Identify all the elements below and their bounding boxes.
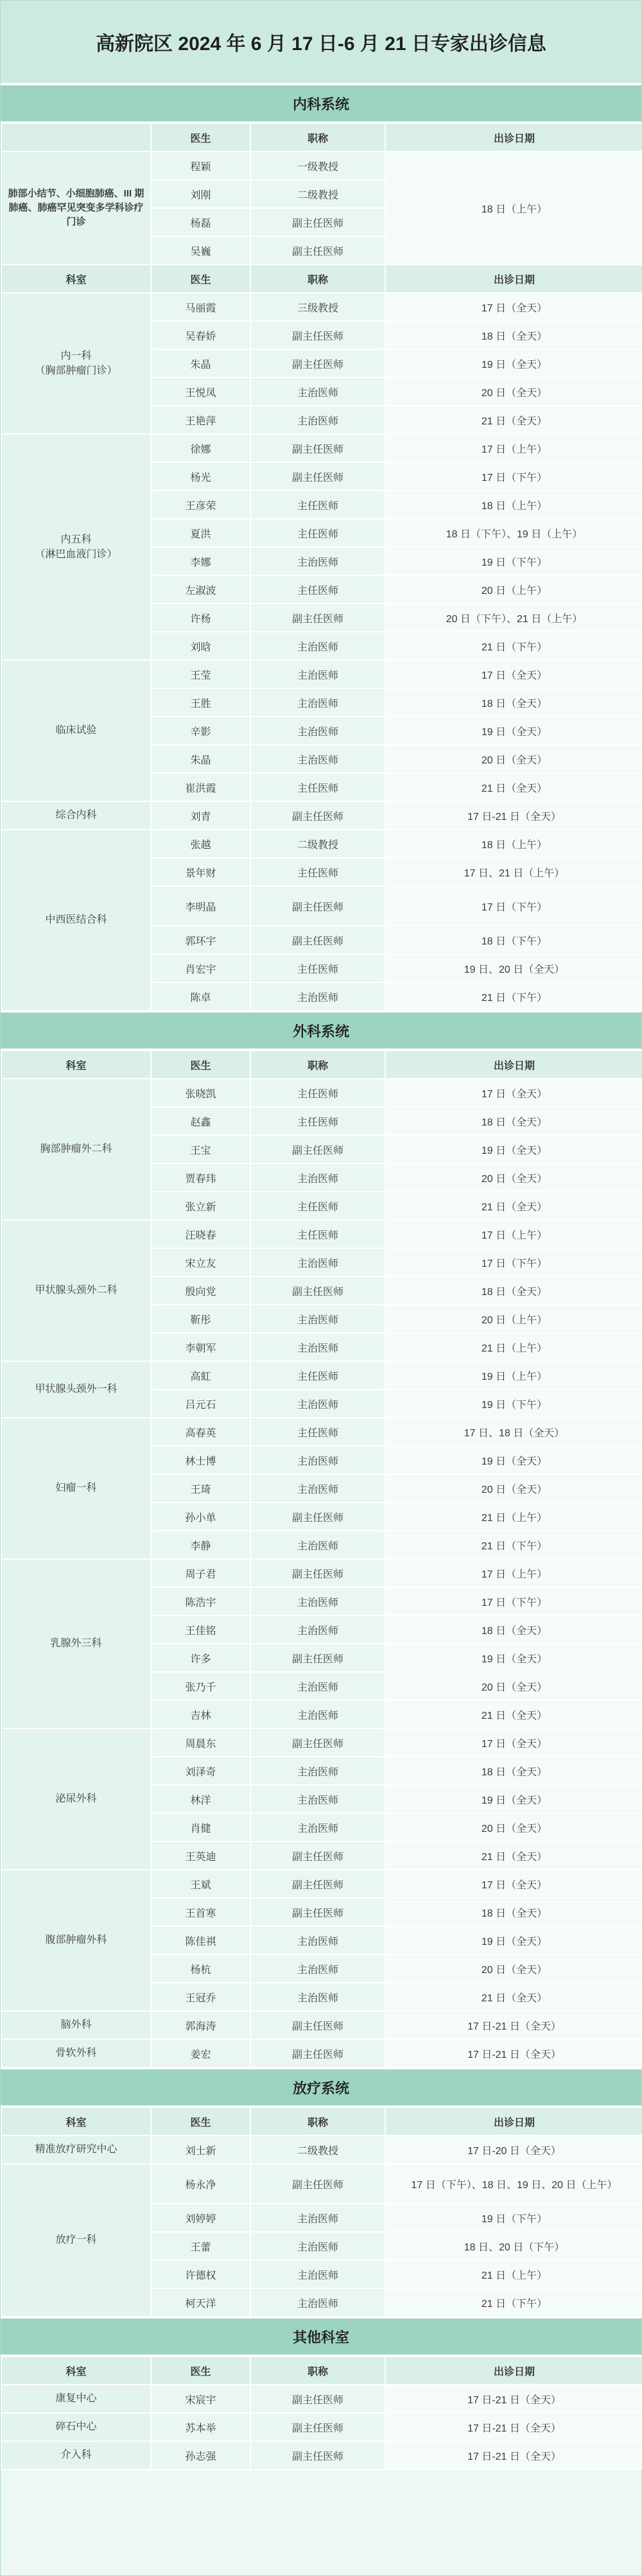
doctor-name: 朱晶	[151, 349, 250, 378]
table-row	[1, 830, 642, 858]
doctor-title: 三级教授	[250, 293, 385, 321]
doctor-name: 王英迪	[151, 1841, 250, 1870]
department-cell: 甲状腺头颈外二科	[1, 1220, 151, 1361]
doctor-name: 孙志强	[151, 2441, 250, 2469]
clinic-date: 18 日（上午）	[385, 491, 642, 519]
clinic-date: 17 日（上午）	[385, 1220, 642, 1248]
department-cell: 脑外科	[1, 2011, 151, 2039]
doctor-name: 杨永净	[151, 2164, 250, 2204]
header-title: 职称	[250, 2107, 385, 2136]
doctor-name: 柯天洋	[151, 2288, 250, 2317]
clinic-date: 17 日（下午）	[385, 1587, 642, 1615]
header-dept: 科室	[1, 2356, 151, 2385]
doctor-title: 主治医师	[250, 688, 385, 717]
department-cell: 妇瘤一科	[1, 1418, 151, 1559]
clinic-date: 21 日（全天）	[385, 406, 642, 434]
doctor-title: 主治医师	[250, 2260, 385, 2288]
doctor-title: 主治医师	[250, 547, 385, 575]
header-dept	[1, 123, 151, 152]
clinic-date: 21 日（下午）	[385, 2288, 642, 2317]
doctor-name: 王宝	[151, 1135, 250, 1163]
clinic-date: 18 日（下午）、19 日（上午）	[385, 519, 642, 547]
schedule-table	[1, 123, 642, 1011]
doctor-name: 吴巍	[151, 236, 250, 265]
doctor-title: 主任医师	[250, 1361, 385, 1389]
clinic-date: 21 日（全天）	[385, 1841, 642, 1870]
doctor-title: 主治医师	[250, 1333, 385, 1361]
section-header: 内科系统	[1, 84, 641, 123]
doctor-title: 副主任医师	[250, 208, 385, 236]
doctor-name: 陈卓	[151, 982, 250, 1011]
doctor-name: 王彦荣	[151, 491, 250, 519]
clinic-date: 21 日（全天）	[385, 1983, 642, 2011]
doctor-name: 李静	[151, 1531, 250, 1559]
doctor-name: 吴春娇	[151, 321, 250, 349]
doctor-title: 主任医师	[250, 1418, 385, 1446]
clinic-date: 17 日-21 日（全天）	[385, 801, 642, 830]
doctor-title: 副主任医师	[250, 2413, 385, 2441]
doctor-name: 郭环宇	[151, 926, 250, 954]
department-cell: 乳腺外三科	[1, 1559, 151, 1728]
table-row	[1, 1870, 642, 1898]
clinic-date: 17 日（全天）	[385, 1870, 642, 1898]
doctor-name: 王胜	[151, 688, 250, 717]
table-header-row	[1, 1050, 642, 1079]
doctor-name: 林洋	[151, 1785, 250, 1813]
department-cell: 放疗一科	[1, 2164, 151, 2317]
table-header-row	[1, 2107, 642, 2136]
doctor-title: 副主任医师	[250, 1644, 385, 1672]
doctor-title: 副主任医师	[250, 604, 385, 632]
clinic-date: 20 日（全天）	[385, 1954, 642, 1983]
doctor-title: 副主任医师	[250, 1135, 385, 1163]
clinic-date: 20 日（上午）	[385, 575, 642, 604]
doctor-title: 二级教授	[250, 830, 385, 858]
doctor-name: 王莹	[151, 660, 250, 688]
doctor-title: 副主任医师	[250, 1898, 385, 1926]
table-row	[1, 152, 642, 180]
clinic-date: 20 日（全天）	[385, 1163, 642, 1192]
doctor-title: 主治医师	[250, 1163, 385, 1192]
header-dept: 科室	[1, 265, 151, 293]
table-row	[1, 1361, 642, 1389]
header-date: 出诊日期	[385, 2107, 642, 2136]
doctor-title: 主治医师	[250, 1446, 385, 1474]
clinic-date: 18 日（上午）	[385, 152, 642, 265]
clinic-date: 17 日（上午）	[385, 1559, 642, 1587]
table-row	[1, 660, 642, 688]
header-date: 出诊日期	[385, 265, 642, 293]
clinic-date: 18 日（全天）	[385, 321, 642, 349]
clinic-date: 18 日（下午）	[385, 926, 642, 954]
schedule-table	[1, 1050, 642, 2068]
clinic-date: 21 日（下午）	[385, 632, 642, 660]
doctor-name: 张越	[151, 830, 250, 858]
clinic-date: 21 日（下午）	[385, 982, 642, 1011]
clinic-date: 20 日（全天）	[385, 1672, 642, 1700]
clinic-date: 19 日（上午）	[385, 1361, 642, 1389]
doctor-title: 主治医师	[250, 1983, 385, 2011]
doctor-title: 副主任医师	[250, 236, 385, 265]
doctor-title: 副主任医师	[250, 349, 385, 378]
header-dept: 科室	[1, 1050, 151, 1079]
clinic-date: 17 日-21 日（全天）	[385, 2441, 642, 2469]
doctor-name: 苏本举	[151, 2413, 250, 2441]
clinic-date: 20 日（全天）	[385, 745, 642, 773]
clinic-date: 19 日、20 日（全天）	[385, 954, 642, 982]
schedule-table	[1, 2107, 642, 2317]
department-cell: 精准放疗研究中心	[1, 2136, 151, 2164]
clinic-date: 21 日（全天）	[385, 1192, 642, 1220]
department-cell: 康复中心	[1, 2385, 151, 2413]
doctor-title: 副主任医师	[250, 1728, 385, 1757]
header-doctor: 医生	[151, 2107, 250, 2136]
clinic-date: 17 日-21 日（全天）	[385, 2385, 642, 2413]
doctor-name: 郭海涛	[151, 2011, 250, 2039]
doctor-title: 副主任医师	[250, 801, 385, 830]
doctor-title: 主治医师	[250, 1587, 385, 1615]
doctor-name: 李朝军	[151, 1333, 250, 1361]
doctor-title: 主治医师	[250, 745, 385, 773]
doctor-name: 孙小单	[151, 1502, 250, 1531]
clinic-date: 17 日（下午）、18 日、19 日、20 日（上午）	[385, 2164, 642, 2204]
clinic-date: 17 日（下午）	[385, 462, 642, 491]
doctor-title: 副主任医师	[250, 1870, 385, 1898]
clinic-date: 21 日（全天）	[385, 773, 642, 801]
doctor-title: 主治医师	[250, 1672, 385, 1700]
doctor-name: 王佳铭	[151, 1615, 250, 1644]
clinic-date: 20 日（下午）、21 日（上午）	[385, 604, 642, 632]
doctor-name: 张立新	[151, 1192, 250, 1220]
department-cell: 中西医结合科	[1, 830, 151, 1011]
doctor-title: 主治医师	[250, 1531, 385, 1559]
clinic-date: 21 日（上午）	[385, 1502, 642, 1531]
clinic-date: 21 日（上午）	[385, 2260, 642, 2288]
clinic-date: 17 日-20 日（全天）	[385, 2136, 642, 2164]
doctor-name: 肖健	[151, 1813, 250, 1841]
doctor-name: 徐娜	[151, 434, 250, 462]
table-row	[1, 2441, 642, 2469]
department-cell: 综合内科	[1, 801, 151, 830]
table-row	[1, 2385, 642, 2413]
table-row	[1, 1559, 642, 1587]
table-row	[1, 434, 642, 462]
table-row	[1, 2136, 642, 2164]
clinic-date: 19 日（全天）	[385, 1446, 642, 1474]
doctor-title: 副主任医师	[250, 2441, 385, 2469]
doctor-title: 主治医师	[250, 1954, 385, 1983]
table-row	[1, 2164, 642, 2204]
doctor-title: 副主任医师	[250, 1276, 385, 1305]
doctor-name: 贾春玮	[151, 1163, 250, 1192]
clinic-date: 20 日（全天）	[385, 1474, 642, 1502]
doctor-name: 刘青	[151, 801, 250, 830]
doctor-title: 主治医师	[250, 1926, 385, 1954]
department-cell: 肺部小结节、小细胞肺癌、III 期肺癌、肺癌罕见突变多学科诊疗门诊	[1, 152, 151, 265]
clinic-date: 18 日（全天）	[385, 1757, 642, 1785]
clinic-date: 18 日（全天）	[385, 688, 642, 717]
doctor-name: 林士博	[151, 1446, 250, 1474]
doctor-name: 夏洪	[151, 519, 250, 547]
doctor-name: 张晓凯	[151, 1079, 250, 1107]
doctor-title: 主治医师	[250, 1474, 385, 1502]
doctor-title: 主治医师	[250, 1248, 385, 1276]
table-header-row	[1, 123, 642, 152]
doctor-name: 许杨	[151, 604, 250, 632]
doctor-name: 靳彤	[151, 1305, 250, 1333]
doctor-title: 主治医师	[250, 1389, 385, 1418]
doctor-name: 刘士新	[151, 2136, 250, 2164]
table-row	[1, 2039, 642, 2067]
doctor-title: 主任医师	[250, 954, 385, 982]
header-title: 职称	[250, 1050, 385, 1079]
doctor-name: 陈浩宇	[151, 1587, 250, 1615]
department-cell: 腹部肿瘤外科	[1, 1870, 151, 2011]
header-doctor: 医生	[151, 265, 250, 293]
doctor-title: 主治医师	[250, 717, 385, 745]
doctor-title: 主治医师	[250, 1305, 385, 1333]
doctor-title: 主任医师	[250, 1079, 385, 1107]
doctor-name: 许德权	[151, 2260, 250, 2288]
clinic-date: 18 日（全天）	[385, 1898, 642, 1926]
section-header: 外科系统	[1, 1011, 641, 1050]
doctor-name: 吉林	[151, 1700, 250, 1728]
clinic-date: 19 日（全天）	[385, 1926, 642, 1954]
doctor-title: 主任医师	[250, 1107, 385, 1135]
doctor-name: 肖宏宇	[151, 954, 250, 982]
doctor-name: 吕元石	[151, 1389, 250, 1418]
table-row	[1, 1728, 642, 1757]
doctor-title: 副主任医师	[250, 2164, 385, 2204]
doctor-name: 李娜	[151, 547, 250, 575]
department-cell: 甲状腺头颈外一科	[1, 1361, 151, 1418]
doctor-title: 主任医师	[250, 1220, 385, 1248]
clinic-date: 19 日（全天）	[385, 349, 642, 378]
doctor-title: 副主任医师	[250, 462, 385, 491]
header-date: 出诊日期	[385, 2356, 642, 2385]
clinic-date: 18 日（全天）	[385, 1615, 642, 1644]
department-cell: 碎石中心	[1, 2413, 151, 2441]
department-cell: 骨软外科	[1, 2039, 151, 2067]
doctor-name: 王冠乔	[151, 1983, 250, 2011]
clinic-date: 17 日-21 日（全天）	[385, 2011, 642, 2039]
table-row	[1, 801, 642, 830]
sections-container	[1, 84, 641, 2470]
doctor-name: 许多	[151, 1644, 250, 1672]
doctor-name: 刘晗	[151, 632, 250, 660]
clinic-date: 18 日、20 日（下午）	[385, 2232, 642, 2260]
doctor-title: 主治医师	[250, 1757, 385, 1785]
header-doctor: 医生	[151, 123, 250, 152]
clinic-date: 20 日（上午）	[385, 1305, 642, 1333]
table-header-row	[1, 265, 642, 293]
doctor-name: 汪晓春	[151, 1220, 250, 1248]
doctor-title: 副主任医师	[250, 321, 385, 349]
doctor-name: 周子君	[151, 1559, 250, 1587]
doctor-name: 刘刚	[151, 180, 250, 208]
doctor-title: 主任医师	[250, 519, 385, 547]
clinic-date: 17 日（全天）	[385, 660, 642, 688]
doctor-name: 王首寒	[151, 1898, 250, 1926]
table-row	[1, 1418, 642, 1446]
department-cell: 临床试验	[1, 660, 151, 801]
doctor-title: 主治医师	[250, 982, 385, 1011]
doctor-title: 主治医师	[250, 406, 385, 434]
doctor-name: 杨光	[151, 462, 250, 491]
clinic-date: 19 日（全天）	[385, 717, 642, 745]
doctor-name: 陈佳祺	[151, 1926, 250, 1954]
clinic-date: 17 日（下午）	[385, 1248, 642, 1276]
doctor-title: 主治医师	[250, 2204, 385, 2232]
clinic-date: 21 日（下午）	[385, 1531, 642, 1559]
doctor-title: 主任医师	[250, 1192, 385, 1220]
table-row	[1, 2413, 642, 2441]
doctor-name: 刘婷婷	[151, 2204, 250, 2232]
doctor-title: 主任医师	[250, 858, 385, 886]
clinic-date: 19 日（全天）	[385, 1135, 642, 1163]
department-cell: 介入科	[1, 2441, 151, 2469]
doctor-name: 王蕾	[151, 2232, 250, 2260]
doctor-name: 辛影	[151, 717, 250, 745]
doctor-name: 王斌	[151, 1870, 250, 1898]
table-row	[1, 2011, 642, 2039]
doctor-title: 主任医师	[250, 491, 385, 519]
clinic-date: 21 日（全天）	[385, 1700, 642, 1728]
doctor-name: 崔洪霞	[151, 773, 250, 801]
clinic-date: 17 日-21 日（全天）	[385, 2039, 642, 2067]
clinic-date: 17 日（全天）	[385, 293, 642, 321]
doctor-name: 李明晶	[151, 886, 250, 926]
doctor-name: 朱晶	[151, 745, 250, 773]
schedule-table	[1, 2356, 642, 2470]
doctor-name: 周晨东	[151, 1728, 250, 1757]
clinic-date: 20 日（全天）	[385, 1813, 642, 1841]
section-header: 其他科室	[1, 2317, 641, 2356]
doctor-name: 殷向党	[151, 1276, 250, 1305]
department-cell: 内一科 （胸部肿瘤门诊）	[1, 293, 151, 434]
table-header-row	[1, 2356, 642, 2385]
doctor-title: 一级教授	[250, 152, 385, 180]
header-title: 职称	[250, 265, 385, 293]
department-cell: 泌尿外科	[1, 1728, 151, 1870]
clinic-date: 20 日（全天）	[385, 378, 642, 406]
clinic-date: 17 日（下午）	[385, 886, 642, 926]
doctor-name: 左淑波	[151, 575, 250, 604]
doctor-name: 杨杭	[151, 1954, 250, 1983]
doctor-title: 主治医师	[250, 378, 385, 406]
clinic-date: 21 日（上午）	[385, 1333, 642, 1361]
doctor-title: 副主任医师	[250, 2011, 385, 2039]
doctor-name: 姜宏	[151, 2039, 250, 2067]
doctor-title: 副主任医师	[250, 1559, 385, 1587]
doctor-title: 二级教授	[250, 180, 385, 208]
header-doctor: 医生	[151, 2356, 250, 2385]
doctor-title: 副主任医师	[250, 886, 385, 926]
doctor-name: 宋立友	[151, 1248, 250, 1276]
doctor-name: 张乃千	[151, 1672, 250, 1700]
doctor-title: 主治医师	[250, 2232, 385, 2260]
header-dept: 科室	[1, 2107, 151, 2136]
doctor-name: 王琦	[151, 1474, 250, 1502]
doctor-title: 副主任医师	[250, 926, 385, 954]
doctor-title: 主治医师	[250, 1700, 385, 1728]
clinic-date: 19 日（下午）	[385, 2204, 642, 2232]
doctor-title: 主治医师	[250, 660, 385, 688]
doctor-name: 高虹	[151, 1361, 250, 1389]
doctor-name: 赵鑫	[151, 1107, 250, 1135]
department-cell: 内五科 （淋巴血液门诊）	[1, 434, 151, 660]
doctor-title: 主任医师	[250, 773, 385, 801]
doctor-title: 副主任医师	[250, 2039, 385, 2067]
page-title: 高新院区 2024 年 6 月 17 日-6 月 21 日专家出诊信息	[1, 1, 641, 84]
doctor-name: 高春英	[151, 1418, 250, 1446]
doctor-title: 主任医师	[250, 575, 385, 604]
doctor-name: 杨磊	[151, 208, 250, 236]
doctor-title: 主治医师	[250, 1785, 385, 1813]
clinic-date: 17 日-21 日（全天）	[385, 2413, 642, 2441]
doctor-title: 副主任医师	[250, 2385, 385, 2413]
table-row	[1, 1079, 642, 1107]
doctor-name: 王艳萍	[151, 406, 250, 434]
department-cell: 胸部肿瘤外二科	[1, 1079, 151, 1220]
doctor-name: 马丽霞	[151, 293, 250, 321]
clinic-date: 18 日（全天）	[385, 1107, 642, 1135]
header-title: 职称	[250, 2356, 385, 2385]
doctor-name: 程颖	[151, 152, 250, 180]
table-row	[1, 293, 642, 321]
doctor-name: 宋宸宇	[151, 2385, 250, 2413]
section-header: 放疗系统	[1, 2068, 641, 2107]
clinic-date: 19 日（下午）	[385, 547, 642, 575]
clinic-date: 19 日（下午）	[385, 1389, 642, 1418]
doctor-name: 景年财	[151, 858, 250, 886]
doctor-title: 主治医师	[250, 2288, 385, 2317]
clinic-date: 17 日（全天）	[385, 1728, 642, 1757]
clinic-date: 17 日（上午）	[385, 434, 642, 462]
doctor-title: 主治医师	[250, 632, 385, 660]
header-title: 职称	[250, 123, 385, 152]
clinic-date: 19 日（全天）	[385, 1785, 642, 1813]
doctor-name: 刘泽奇	[151, 1757, 250, 1785]
clinic-date: 17 日、21 日（上午）	[385, 858, 642, 886]
doctor-title: 二级教授	[250, 2136, 385, 2164]
header-date: 出诊日期	[385, 1050, 642, 1079]
doctor-name: 王悦凤	[151, 378, 250, 406]
clinic-date: 18 日（上午）	[385, 830, 642, 858]
clinic-date: 17 日、18 日（全天）	[385, 1418, 642, 1446]
clinic-date: 17 日（全天）	[385, 1079, 642, 1107]
doctor-title: 主治医师	[250, 1615, 385, 1644]
table-row	[1, 1220, 642, 1248]
doctor-title: 副主任医师	[250, 1502, 385, 1531]
header-doctor: 医生	[151, 1050, 250, 1079]
doctor-title: 副主任医师	[250, 434, 385, 462]
doctor-title: 副主任医师	[250, 1841, 385, 1870]
clinic-date: 19 日（全天）	[385, 1644, 642, 1672]
clinic-date: 18 日（全天）	[385, 1276, 642, 1305]
header-date: 出诊日期	[385, 123, 642, 152]
doctor-title: 主治医师	[250, 1813, 385, 1841]
